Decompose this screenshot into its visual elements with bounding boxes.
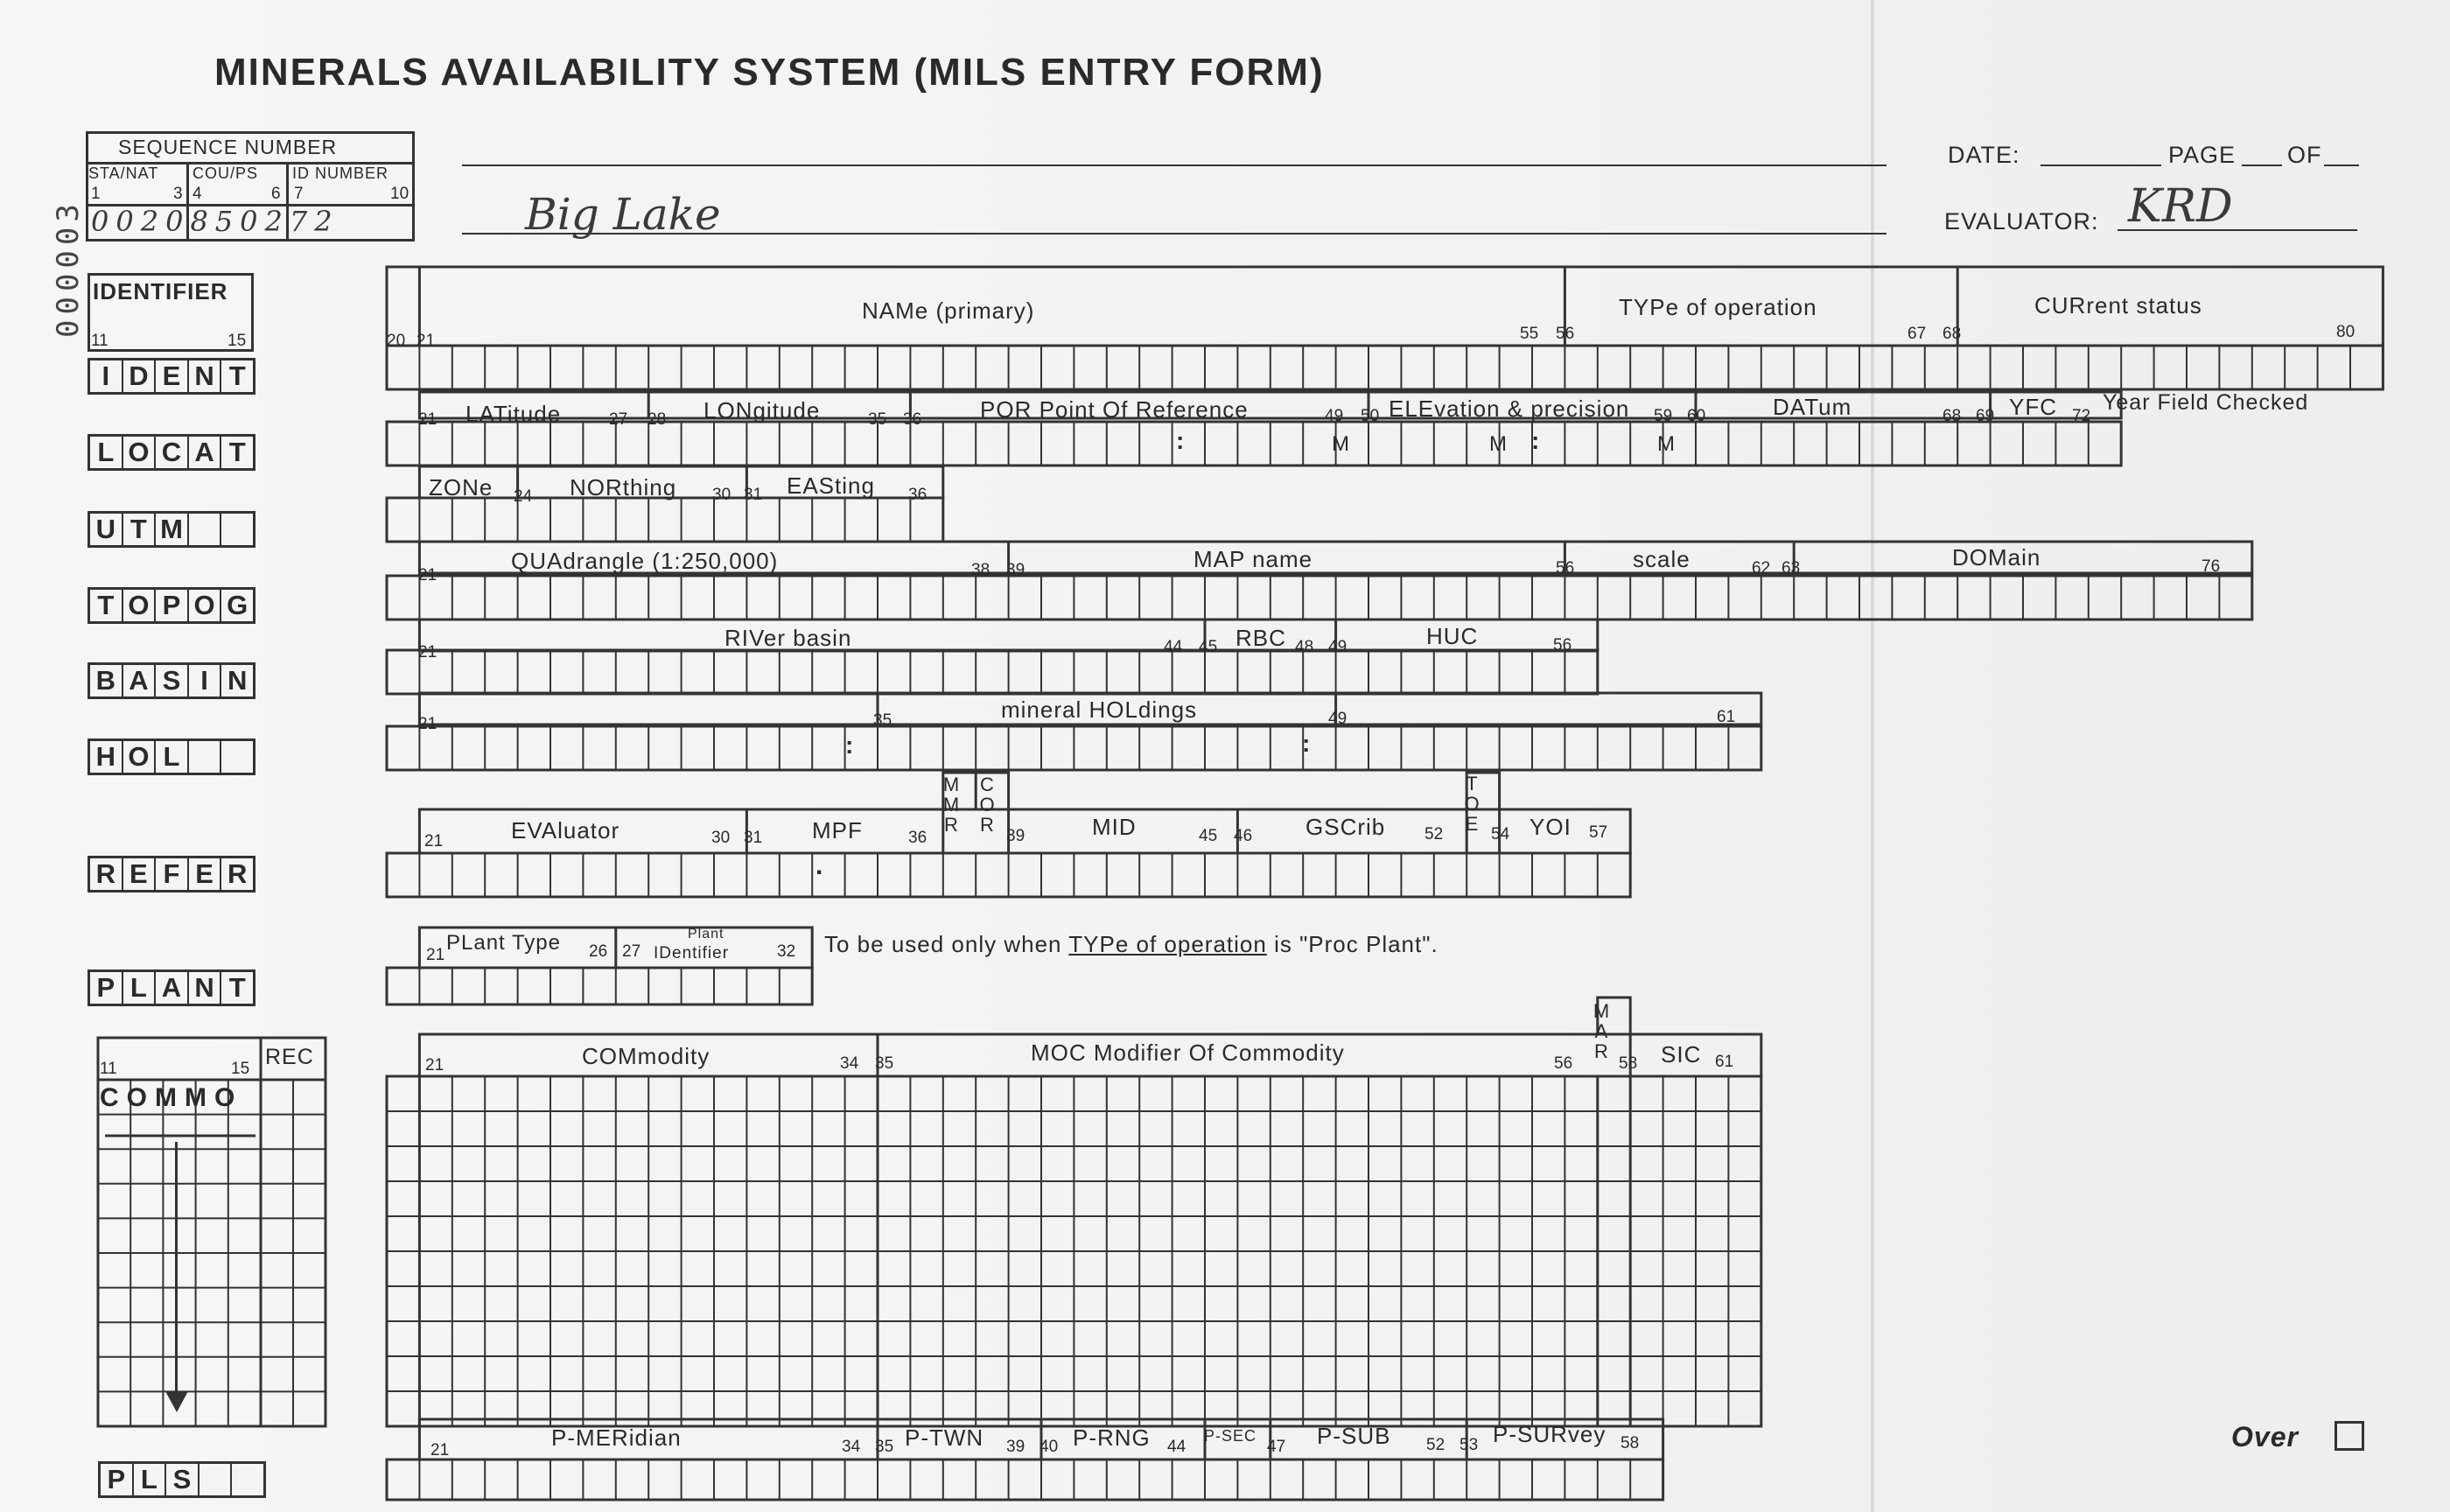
hdr-char: A	[189, 437, 222, 468]
col-number: 26	[589, 942, 608, 961]
col-number: 69	[1976, 407, 1995, 425]
field-label-p-meridian: P-MERidian	[551, 1424, 682, 1451]
hdr-char: P	[90, 972, 123, 1004]
row-header-topog	[88, 587, 256, 624]
field-label-point-of-reference: POR Point Of Reference	[980, 396, 1249, 423]
col-number: 54	[1491, 825, 1510, 844]
col-number: 46	[1234, 827, 1253, 845]
hdr-char: T	[228, 437, 246, 467]
field-label-plant-type: PLant Type	[446, 931, 561, 955]
field-label-gscrib: GSCrib	[1306, 814, 1386, 840]
field-label-domain: DOMain	[1952, 544, 2041, 570]
col-number: 21	[425, 1056, 444, 1074]
field-label-moc: MOC Modifier Of Commodity	[1031, 1040, 1345, 1066]
hdr-char	[221, 514, 253, 545]
col-number: 59	[1654, 407, 1673, 425]
evaluator-label: EVALUATOR:	[1944, 208, 2099, 234]
m-mark: M	[1657, 432, 1676, 456]
colon-mark: :	[1176, 427, 1186, 454]
col-number: 76	[2202, 557, 2221, 576]
stamp-number: 000003	[51, 199, 86, 338]
col-number: 58	[1620, 1434, 1640, 1452]
field-label-mmr: MMR	[942, 774, 960, 836]
hdr-char: R	[90, 858, 123, 890]
field-label-datum: DATum	[1773, 394, 1852, 420]
col-number: 56	[1554, 1054, 1573, 1073]
col-number: 38	[971, 561, 990, 579]
col-number: 52	[1426, 1436, 1446, 1454]
col-number: 50	[1361, 407, 1380, 425]
field-label-elevation: ELEvation & precision	[1389, 396, 1630, 422]
col-number: 30	[712, 486, 732, 504]
field-label-mar: MAR	[1592, 1000, 1610, 1062]
col-number: 56	[1553, 636, 1572, 654]
hdr-char: T	[90, 590, 123, 621]
col-number: 44	[1164, 638, 1183, 656]
field-label-sic: SIC	[1661, 1041, 1702, 1068]
row-header-hol	[88, 738, 256, 775]
hdr-char: L	[123, 972, 157, 1004]
sequence-number-label: SEQUENCE NUMBER	[118, 136, 338, 158]
colon-mark: :	[845, 732, 855, 759]
hdr-char: U	[90, 514, 123, 545]
hdr-char	[189, 741, 222, 773]
col-number: 15	[228, 332, 247, 350]
colon-mark: :	[1531, 427, 1541, 454]
col-number: 39	[1006, 1438, 1026, 1456]
field-label-name: NAMe (primary)	[862, 298, 1035, 324]
header-line	[462, 164, 1886, 166]
hdr-char: E	[123, 858, 157, 890]
row-header-utm	[88, 511, 256, 548]
col-number: 68	[1942, 325, 1962, 343]
field-label-toe: TOE	[1464, 773, 1480, 835]
col-number: 45	[1199, 827, 1218, 845]
sequence-value[interactable]: 0020850272	[91, 205, 340, 238]
col-number: 61	[1717, 708, 1736, 726]
hdr-char: T	[228, 360, 246, 391]
rec-label: REC	[265, 1045, 314, 1069]
field-label-plant-top: Plant	[688, 927, 724, 942]
field-label-current-status: CURrent status	[2034, 292, 2202, 318]
decimal-point: .	[816, 851, 824, 880]
plant-note	[824, 933, 1438, 956]
hdr-char: B	[90, 665, 123, 696]
hdr-char: N	[189, 972, 222, 1004]
plant-note-type: TYPe of operation	[1068, 931, 1267, 957]
col-number: 63	[1782, 559, 1801, 578]
evaluator-initials-handwritten[interactable]: KRD	[2128, 180, 2233, 233]
col-number: 57	[1589, 823, 1608, 842]
col-number: 28	[648, 410, 667, 429]
col-number: 21	[430, 1441, 450, 1460]
row-header-refer	[88, 856, 256, 892]
hdr-char	[200, 1464, 233, 1495]
utm-cells	[387, 498, 943, 542]
hdr-char: I	[189, 665, 222, 696]
hdr-char	[232, 1464, 263, 1495]
col-number: 21	[418, 410, 438, 429]
id-number-label: ID NUMBER	[292, 164, 389, 182]
col-number: 21	[418, 643, 438, 662]
col-number: 45	[1199, 638, 1218, 656]
col-number: 24	[514, 487, 533, 506]
basin-cells	[387, 650, 1598, 694]
row-header-plant	[88, 970, 256, 1006]
hdr-char: F	[156, 858, 189, 890]
hdr-char: D	[123, 360, 157, 392]
plant-cells	[387, 968, 812, 1004]
row-header-ident	[88, 358, 256, 395]
col-number: 80	[2336, 323, 2356, 341]
col-number: 35	[875, 1054, 894, 1073]
hdr-char: C	[156, 437, 189, 468]
col-number: 21	[426, 946, 445, 964]
hdr-char: O	[189, 590, 222, 621]
field-label-yoi: YOI	[1530, 814, 1572, 840]
hdr-char	[221, 741, 253, 773]
col-number: 34	[842, 1438, 861, 1456]
col-number: 27	[609, 410, 628, 429]
field-label-p-rng: P-RNG	[1073, 1424, 1151, 1451]
col-number: 21	[418, 715, 438, 733]
hdr-char: O	[123, 590, 157, 621]
hdr-char: T	[228, 972, 246, 1003]
field-label-year-field-checked: Year Field Checked	[2103, 390, 2309, 415]
col-number: 1	[91, 185, 101, 203]
over-checkbox[interactable]	[2334, 1421, 2364, 1451]
col-number: 52	[1424, 825, 1444, 844]
hdr-char: I	[90, 360, 123, 392]
field-label-quadrangle: QUAdrangle (1:250,000)	[511, 548, 779, 574]
col-number: 39	[1006, 561, 1026, 579]
field-label-yfc: YFC	[2009, 394, 2057, 420]
date-line[interactable]	[2040, 164, 2161, 166]
m-mark: M	[1489, 432, 1508, 456]
m-mark: M	[1332, 432, 1350, 456]
hdr-char: S	[166, 1464, 200, 1495]
col-number: 7	[294, 185, 304, 203]
col-number: 36	[903, 410, 922, 429]
col-number: 36	[908, 829, 928, 847]
col-number: 32	[777, 942, 796, 961]
hdr-char: E	[156, 360, 189, 392]
colon-mark: :	[1302, 730, 1312, 757]
col-number: 21	[424, 832, 444, 850]
hdr-char: R	[227, 858, 248, 889]
col-number: 55	[1520, 325, 1539, 343]
page-line[interactable]	[2242, 164, 2282, 166]
sta-nat-label: STA/NAT	[88, 164, 159, 182]
hdr-char: S	[156, 665, 189, 696]
field-label-type: TYPe of operation	[1619, 294, 1817, 320]
hdr-char: E	[189, 858, 222, 890]
field-label-rbc: RBC	[1236, 625, 1286, 651]
col-number: 3	[173, 185, 183, 203]
field-label-longitude: LONgitude	[704, 397, 821, 424]
hdr-char: O	[123, 741, 157, 773]
hdr-char: N	[189, 360, 222, 392]
field-label-evaluator: EVAluator	[511, 817, 620, 844]
plant-note-post: is "Proc Plant".	[1266, 931, 1438, 957]
col-number: 20	[387, 332, 406, 350]
col-number: 58	[1619, 1054, 1638, 1073]
identifier-label: IDENTIFIER	[93, 278, 228, 304]
col-number: 6	[271, 185, 281, 203]
col-number: 31	[744, 486, 763, 504]
col-number: 47	[1267, 1438, 1286, 1456]
col-number: 11	[91, 332, 108, 350]
col-number: 15	[231, 1060, 250, 1078]
col-number: 34	[840, 1054, 859, 1073]
label-bar	[419, 620, 1597, 651]
field-label-zone: ZONe	[429, 474, 494, 500]
field-label-commodity: COMmodity	[582, 1043, 710, 1069]
col-number: 49	[1328, 710, 1348, 728]
pls-cells	[387, 1460, 1663, 1500]
field-label-map-name: MAP name	[1194, 546, 1313, 572]
hdr-char: O	[123, 437, 157, 468]
field-label-mid: MID	[1092, 814, 1137, 840]
col-number: 56	[1556, 559, 1575, 578]
field-label-easting: EASting	[787, 472, 875, 499]
field-label-river-basin: RIVer basin	[724, 625, 852, 651]
commo-label: COMMO	[100, 1083, 243, 1112]
col-number: 56	[1556, 325, 1575, 343]
row-header-basin	[88, 662, 256, 699]
col-number: 10	[390, 185, 410, 203]
col-number: 49	[1328, 638, 1348, 656]
field-label-mpf: MPF	[812, 817, 863, 844]
plant-note-pre: To be used only when	[824, 931, 1069, 957]
field-label-p-twn: P-TWN	[905, 1424, 984, 1451]
col-number: 44	[1167, 1438, 1186, 1456]
hdr-char: H	[90, 741, 123, 773]
hdr-char: G	[227, 590, 248, 620]
col-number: 35	[875, 1438, 894, 1456]
col-number: 35	[873, 711, 892, 730]
field-label-p-sec: P-SEC	[1204, 1427, 1257, 1445]
col-number: 72	[2072, 407, 2091, 425]
field-label-p-sub: P-SUB	[1317, 1423, 1391, 1449]
col-number: 11	[100, 1060, 117, 1078]
col-number: 67	[1908, 325, 1927, 343]
field-label-scale: scale	[1633, 546, 1690, 572]
form-title: MINERALS AVAILABILITY SYSTEM (MILS ENTRY FORM)	[214, 51, 1325, 94]
col-number: 49	[1325, 407, 1344, 425]
date-label: DATE:	[1948, 142, 2020, 168]
col-number: 40	[1040, 1438, 1059, 1456]
hdr-char: N	[227, 665, 248, 696]
sequence-stamp	[46, 175, 86, 341]
col-number: 39	[1006, 827, 1026, 845]
col-number: 60	[1687, 407, 1706, 425]
col-number: 30	[711, 829, 731, 847]
field-label-cor: COR	[979, 774, 995, 836]
row-header-locat	[88, 434, 256, 471]
hdr-char: P	[101, 1464, 134, 1495]
col-number: 61	[1715, 1053, 1734, 1071]
col-number: 27	[622, 942, 641, 961]
hdr-char	[189, 514, 222, 545]
col-number: 21	[418, 566, 438, 584]
col-number: 4	[192, 185, 202, 203]
hdr-char: P	[156, 590, 189, 621]
hdr-char: A	[156, 972, 189, 1004]
col-number: 62	[1752, 559, 1771, 578]
field-label-northing: NORthing	[570, 474, 677, 500]
col-number: 31	[744, 829, 763, 847]
col-number: 53	[1460, 1436, 1479, 1454]
field-label-huc: HUC	[1426, 623, 1479, 649]
hdr-char: T	[123, 514, 157, 545]
row-header-pls	[98, 1461, 266, 1498]
field-label-plant-identifier: IDentifier	[654, 944, 730, 962]
field-label-mineral-holdings: mineral HOLdings	[1001, 696, 1198, 723]
hdr-char: M	[156, 514, 189, 545]
topog-cells	[387, 576, 2252, 620]
deposit-name-handwritten[interactable]: Big Lake	[525, 189, 721, 240]
col-number: 36	[908, 486, 928, 504]
hdr-char: A	[123, 665, 157, 696]
page-label: PAGE	[2168, 142, 2236, 168]
of-line[interactable]	[2324, 164, 2359, 166]
field-label-latitude: LATitude	[466, 401, 562, 427]
of-label: OF	[2287, 142, 2322, 168]
arrow-down-icon	[165, 1391, 188, 1412]
hdr-char: L	[90, 437, 123, 468]
cou-ps-label: COU/PS	[192, 164, 259, 182]
over-label: Over	[2231, 1421, 2299, 1452]
ident-cells	[387, 346, 2383, 389]
hdr-char: L	[156, 741, 189, 773]
hdr-char: L	[134, 1464, 167, 1495]
field-label-p-survey: P-SURvey	[1493, 1421, 1606, 1447]
arrow-stem	[175, 1142, 178, 1396]
col-number: 68	[1942, 407, 1962, 425]
col-number: 21	[416, 332, 436, 350]
col-number: 35	[868, 410, 887, 429]
col-number: 48	[1295, 638, 1314, 656]
